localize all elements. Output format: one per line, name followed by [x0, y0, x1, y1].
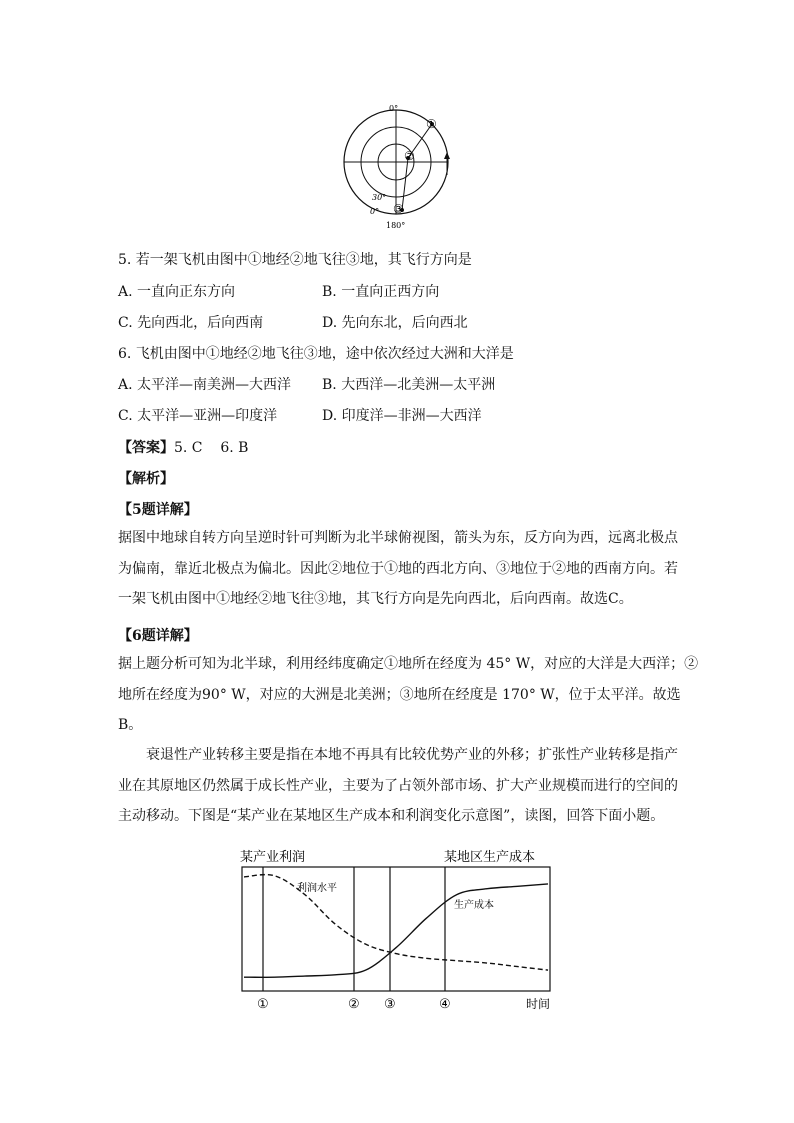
intro-line: 衰退性产业转移主要是指在本地不再具有比较优势产业的外移；扩张性产业转移是指产: [146, 747, 678, 763]
q6-option-a[interactable]: A. 太平洋—南美洲—大西洋: [118, 377, 292, 393]
q5-detail-line: 据图中地球自转方向呈逆时针可判断为北半球俯视图，箭头为东，反方向为西，远离北极点: [118, 530, 678, 546]
chart-frame: [242, 867, 550, 991]
q6-option-c[interactable]: C. 太平洋—亚洲—印度洋: [118, 408, 278, 424]
x-axis-label: 时间: [526, 997, 551, 1011]
q5-detail-line: 一架飞机由图中①地经②地飞往③地，其飞行方向是先向西北，后向西南。故选C。: [118, 591, 633, 607]
chart-title-left: 某产业利润: [240, 850, 306, 865]
chart-title-right: 某地区生产成本: [444, 850, 536, 865]
stage-label-3: ③: [384, 997, 396, 1012]
q5-detail-text: [118, 523, 678, 615]
q5-option-d[interactable]: D. 先向东北，后向西北: [322, 315, 468, 331]
intro-text: [118, 740, 678, 832]
q6-option-b[interactable]: B. 大西洋—北美洲—太平洲: [322, 377, 496, 393]
q5-detail-line: 为偏南，靠近北极点为偏北。因此②地位于①地的西北方向、③地位于②地的西南方向。若: [118, 560, 678, 577]
stage-label-1: ①: [257, 997, 269, 1012]
stage-label-4: ④: [439, 997, 451, 1012]
intro-line: 业在其原地区仍然属于成长性产业，主要为了占领外部市场、扩大产业规模而进行的空间的: [118, 777, 678, 794]
q5-option-b[interactable]: B. 一直向正西方向: [322, 284, 440, 300]
analysis-label: 【解析】: [118, 471, 174, 487]
q6-detail-label: 【6题详解】: [118, 628, 198, 644]
polar-figure: [336, 102, 476, 232]
q5-option-a[interactable]: A. 一直向正东方向: [118, 284, 236, 300]
q6-detail-line: B。: [118, 717, 143, 733]
q6-stem: 6. 飞机由图中①地经②地飞往③地，途中依次经过大洲和大洋是: [118, 346, 514, 362]
point-2-label: ②: [404, 149, 415, 163]
cost-series-line: [244, 884, 548, 977]
lon-top-label: 0°: [389, 104, 399, 113]
point-1-label: ①: [426, 117, 437, 131]
q5-stem: 5. 若一架飞机由图中①地经②地飞往③地，其飞行方向是: [118, 252, 472, 268]
rotation-arrow-icon: [444, 152, 450, 159]
answer-text: 5. C 6. B: [174, 440, 249, 456]
cost-series-label: 生产成本: [454, 900, 494, 911]
answer: [118, 437, 248, 457]
lon-bottom-label: 180°: [386, 221, 406, 230]
answer-label: 【答案】: [118, 440, 174, 456]
cost-profit-chart: [234, 843, 574, 1018]
q5-detail-label: 【5题详解】: [118, 502, 198, 518]
profit-series-line: [244, 875, 548, 970]
q6-detail-text: [118, 649, 699, 741]
q5-option-c[interactable]: C. 先向西北，后向西南: [118, 315, 264, 331]
q6-detail-line: 地所在经度为90° W，对应的大洲是北美洲；③地所在经度是 170° W，位于太平洋。故选: [118, 686, 681, 703]
q6-detail-line: 据上题分析可知为北半球，利用经纬度确定①地所在经度为 45° W，对应的大洋是大西洋；②: [118, 656, 699, 672]
q6-option-d[interactable]: D. 印度洋—非洲—大西洋: [322, 408, 482, 424]
intro-line: 主动移动。下图是“某产业在某地区生产成本和利润变化示意图”，读图，回答下面小题。: [118, 808, 665, 824]
lat-30-label: 30°: [372, 193, 387, 202]
profit-series-label: 利润水平: [297, 883, 337, 894]
point-3-label: ③: [393, 202, 404, 216]
stage-label-2: ②: [348, 997, 360, 1012]
lat-0-label: 0°: [370, 207, 380, 216]
